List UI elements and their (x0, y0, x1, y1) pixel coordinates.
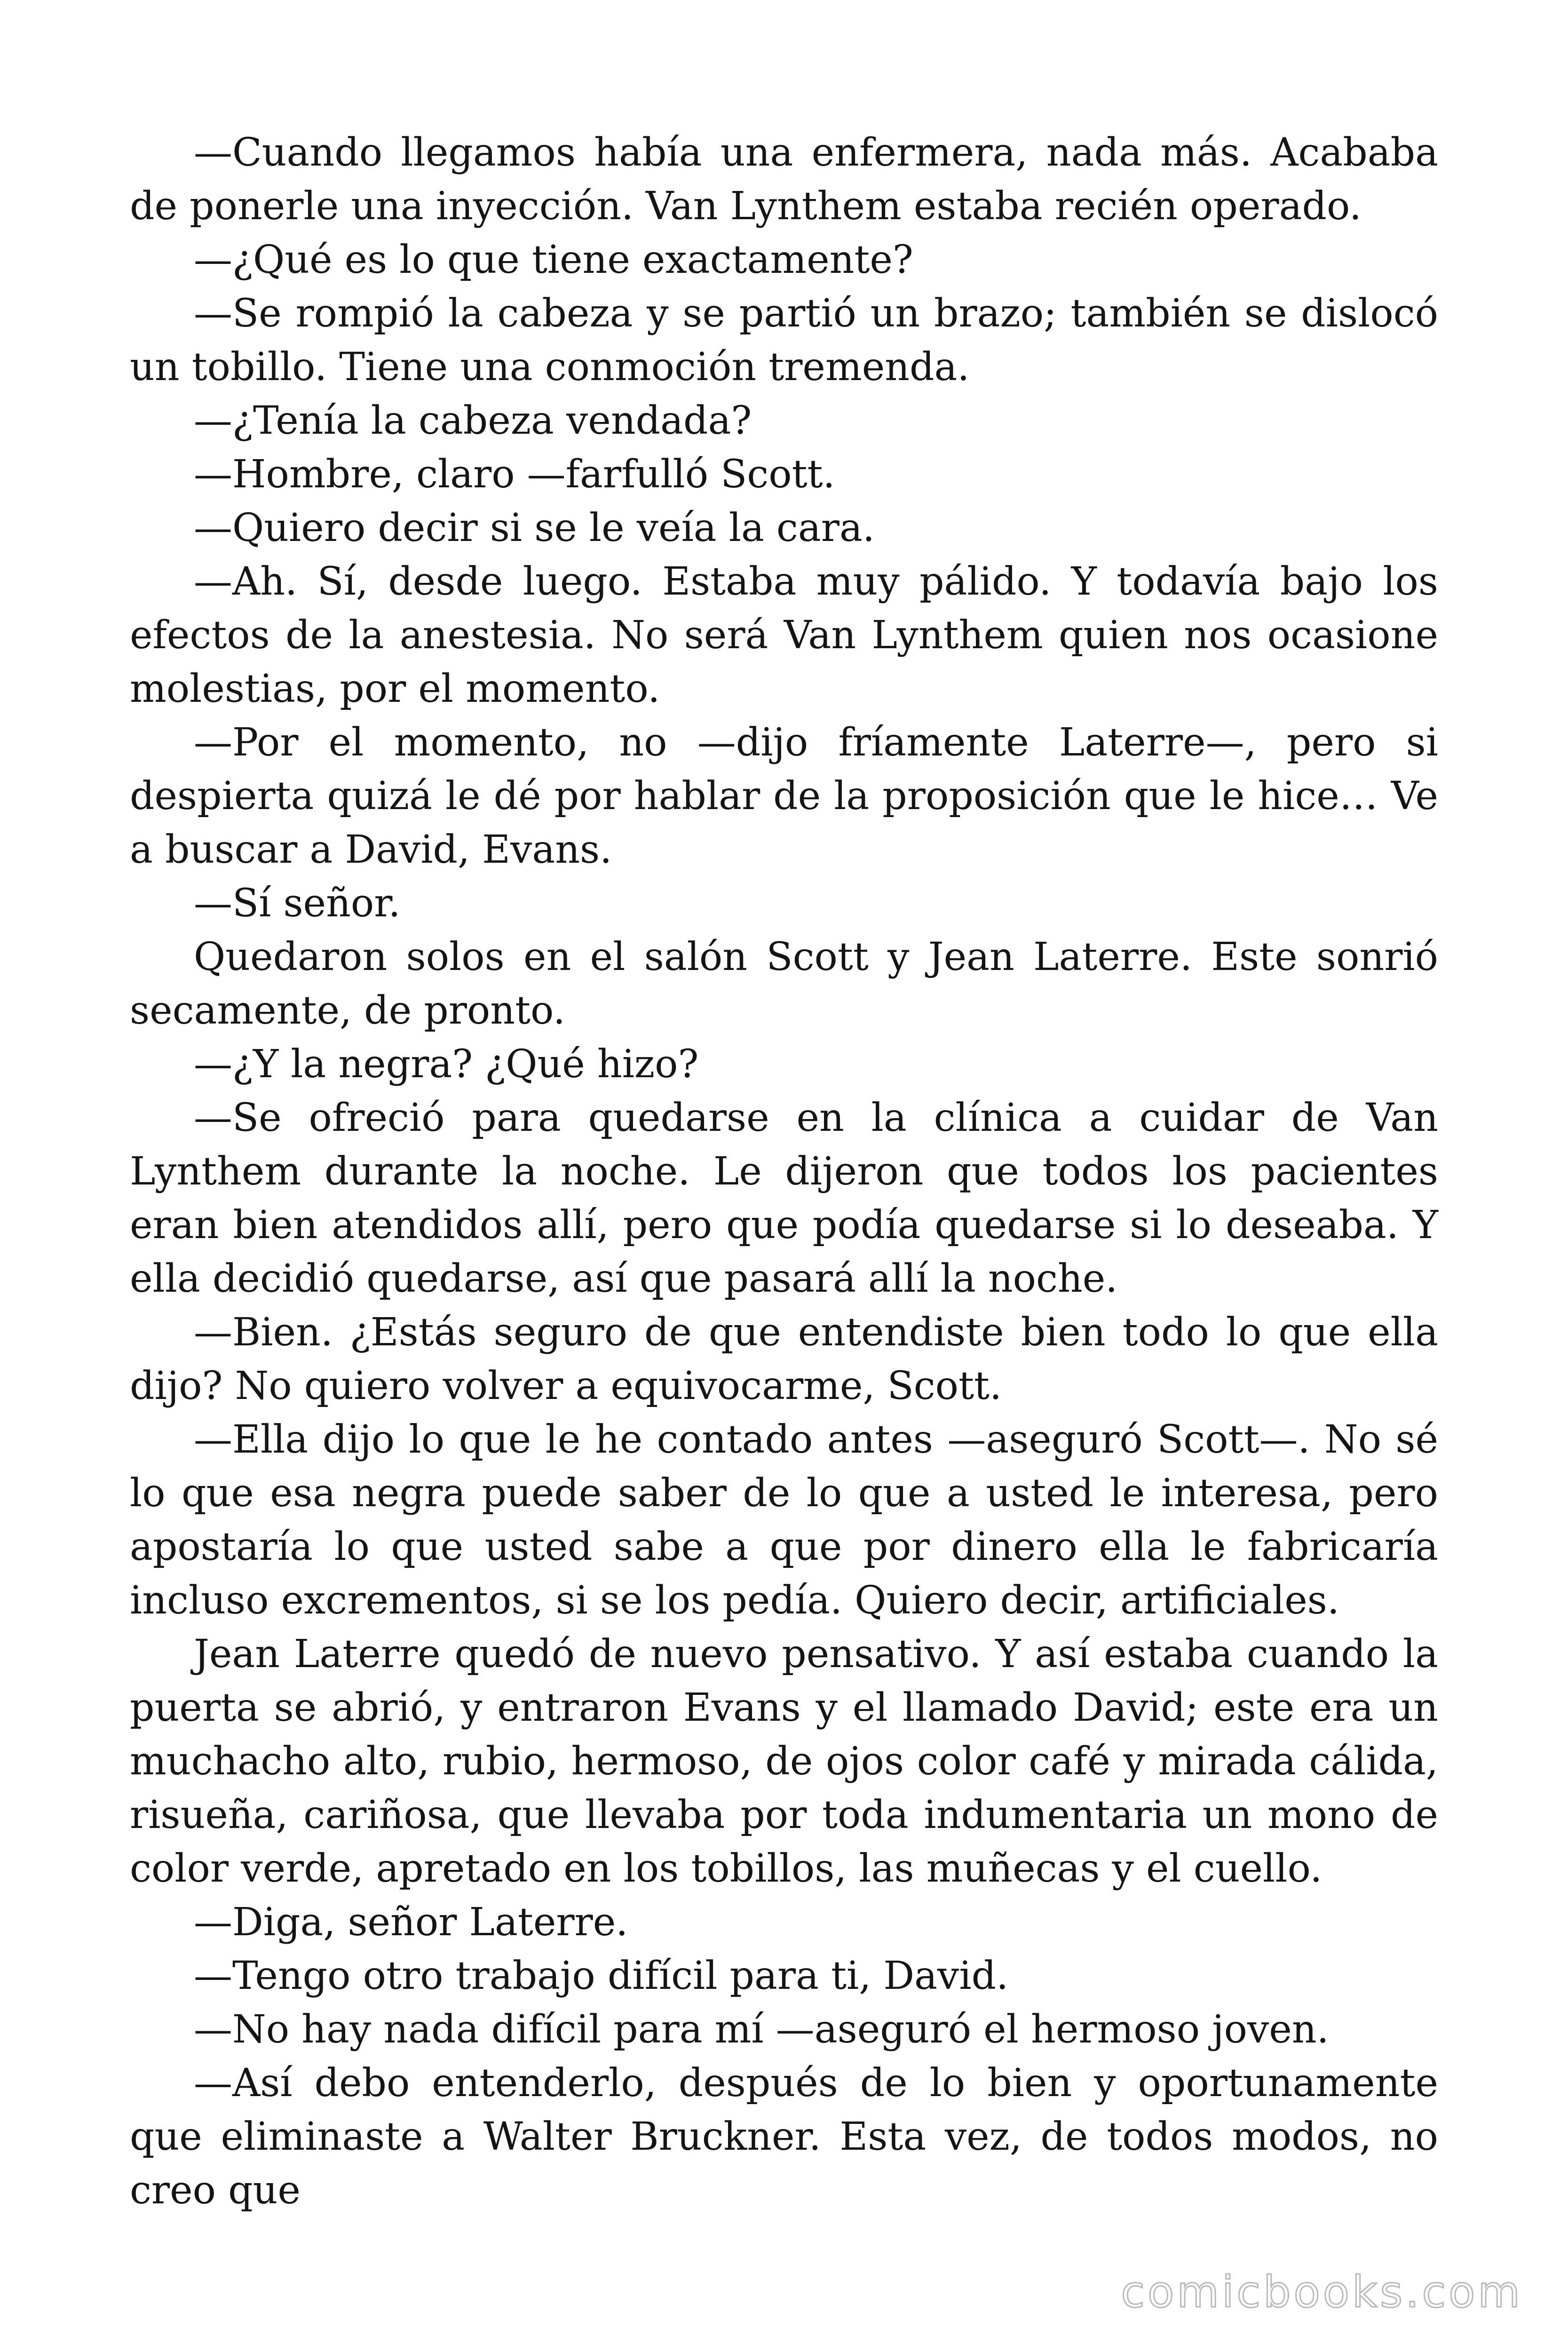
paragraph: —Se ofreció para quedarse en la clínica a cuidar de Van Lynthem durante la noche. Le dijeron que todos los pacientes eran bien atendidos allí, pero que podía quedarse si lo deseaba. Y ella decidió quedarse, así que pasará allí la noche. (130, 1096, 1438, 1301)
paragraph: —Cuando llegamos había una enfermera, nada más. Acababa de ponerle una inyección. Van Lynthem estaba recién operado. (130, 130, 1438, 229)
paragraph: —Diga, señor Laterre. (194, 1900, 628, 1945)
paragraph: —Hombre, claro —farfulló Scott. (194, 452, 835, 497)
paragraph: Quedaron solos en el salón Scott y Jean Laterre. Este sonrió secamente, de pronto. (130, 935, 1438, 1033)
paragraph: —Así debo entenderlo, después de lo bien y oportunamente que eliminaste a Walter Bruckner. Esta vez, de todos modos, no creo que (130, 2061, 1438, 2213)
watermark-text: comicbooks.com (1121, 2267, 1523, 2317)
paragraph: —Por el momento, no —dijo fríamente Laterre—, pero si despierta quizá le dé por hablar de la proposición que le hice… Ve a buscar a David, Evans. (130, 720, 1438, 872)
paragraph: Jean Laterre quedó de nuevo pensativo. Y así estaba cuando la puerta se abrió, y entraron Evans y el llamado David; este era un muchacho alto, rubio, hermoso, de ojos color café y mirada cálida, risueña, cariñosa, que llevaba por toda indumentaria un mono de color verde, apretado en los tobillos, las muñecas y el cuello. (130, 1632, 1438, 1891)
paragraph: —Bien. ¿Estás seguro de que entendiste bien todo lo que ella dijo? No quiero volver a equivocarme, Scott. (130, 1310, 1438, 1408)
paragraph: —Sí señor. (194, 881, 401, 926)
paragraph: —¿Tenía la cabeza vendada? (194, 398, 752, 443)
page-body-text (130, 126, 1438, 2217)
paragraph: —Ella dijo lo que le he contado antes —aseguró Scott—. No sé lo que esa negra puede saber de lo que a usted le interesa, pero apostaría lo que usted sabe a que por dinero ella le fabricaría incluso excrementos, si se los pedía. Quiero decir, artificiales. (130, 1417, 1438, 1623)
paragraph: —Se rompió la cabeza y se partió un brazo; también se dislocó un tobillo. Tiene una conmoción tremenda. (130, 291, 1438, 389)
paragraph: —¿Y la negra? ¿Qué hizo? (194, 1042, 699, 1087)
paragraph: —No hay nada difícil para mí —aseguró el hermoso joven. (194, 2007, 1329, 2052)
paragraph: —Tengo otro trabajo difícil para ti, David. (194, 1954, 1009, 1998)
paragraph: —Quiero decir si se le veía la cara. (194, 506, 875, 550)
paragraph: —Ah. Sí, desde luego. Estaba muy pálido. Y todavía bajo los efectos de la anestesia. No será Van Lynthem quien nos ocasione molestias, por el momento. (130, 559, 1438, 711)
paragraph: —¿Qué es lo que tiene exactamente? (194, 238, 913, 282)
